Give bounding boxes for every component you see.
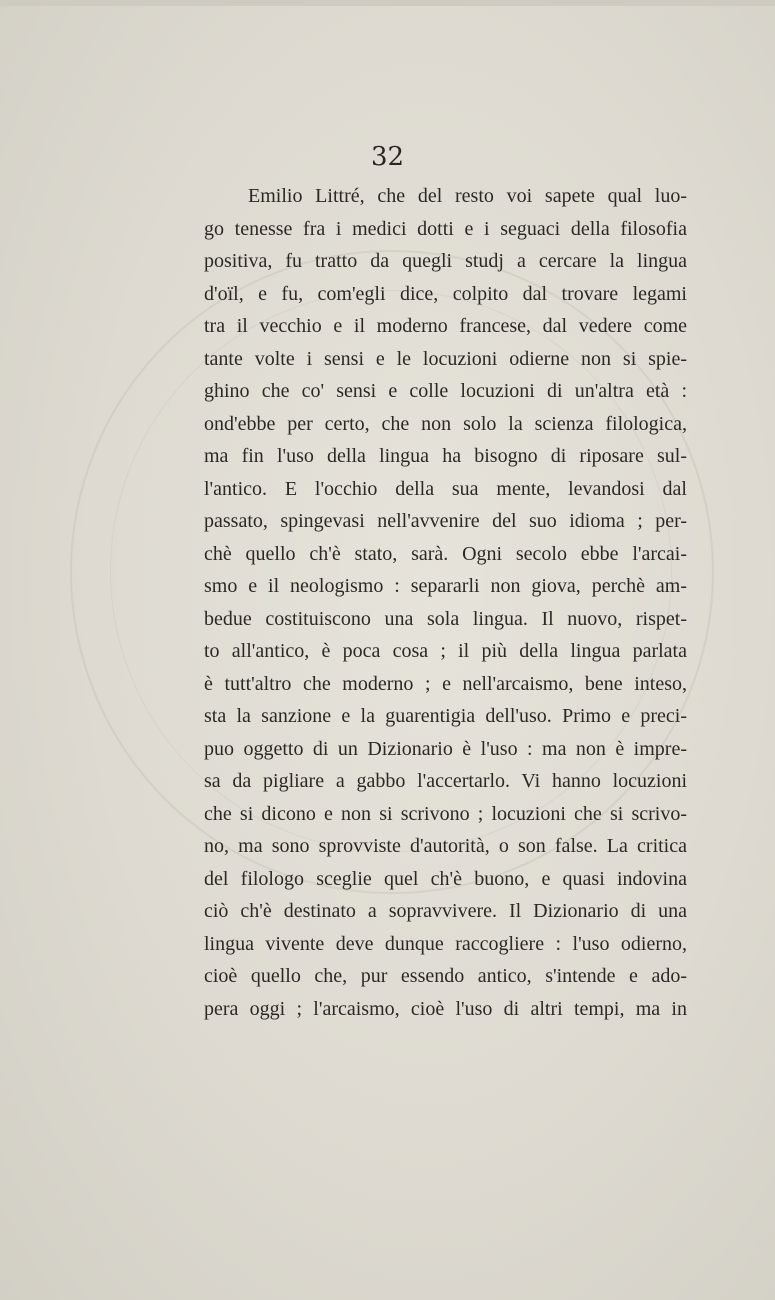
text-line: l'antico. E l'occhio della sua mente, levandosi dal [204,477,687,500]
text-line: sa da pigliare a gabbo l'accertarlo. Vi hanno locuzioni [204,770,687,792]
text-line: cioè quello che, pur essendo antico, s'intende e ado- [204,965,687,987]
text-line: passato, spingevasi nell'avvenire del suo idioma ; per- [204,510,687,532]
text-line: pera oggi ; l'arcaismo, cioè l'uso di altri tempi, ma in [204,997,687,1020]
text-line: puo oggetto di un Dizionario è l'uso : ma non è impre- [204,737,687,760]
text-line: smo e il neologismo : separarli non giova, perchè am- [204,575,687,597]
text-line: Emilio Littré, che del resto voi sapete qual luo- [248,185,687,207]
text-line: positiva, fu tratto da quegli studj a cercare la lingua [204,250,687,272]
text-line: del filologo sceglie quel ch'è buono, e quasi indovina [204,867,687,890]
body-text [204,180,687,1025]
text-line: ma fin l'uso della lingua ha bisogno di riposare sul- [204,445,687,467]
text-line: ciò ch'è destinato a sopravvivere. Il Dizionario di una [204,900,687,922]
page-number: 32 [370,142,405,172]
text-line: è tutt'altro che moderno ; e nell'arcaismo, bene inteso, [204,672,687,695]
text-line: chè quello ch'è stato, sarà. Ogni secolo ebbe l'arcai- [204,542,687,565]
text-line: d'oïl, e fu, com'egli dice, colpito dal trovare legami [204,282,687,305]
text-line: ond'ebbe per certo, che non solo la scienza filologica, [204,412,687,435]
page-top-edge [0,0,775,6]
text-line: tra il vecchio e il moderno francese, dal vedere come [204,315,687,337]
text-line: ghino che co' sensi e colle locuzioni di un'altra età : [204,380,687,402]
text-line: bedue costituiscono una sola lingua. Il nuovo, rispet- [204,607,687,630]
text-line: lingua vivente deve dunque raccogliere : l'uso odierno, [204,932,687,955]
text-line: tante volte i sensi e le locuzioni odierne non si spie- [204,347,687,370]
text-line: che si dicono e non si scrivono ; locuzioni che si scrivo- [204,802,687,825]
text-line: sta la sanzione e la guarentigia dell'uso. Primo e preci- [204,705,687,727]
text-line: no, ma sono sprovviste d'autorità, o son false. La critica [204,835,687,857]
text-line: to all'antico, è poca cosa ; il più della lingua parlata [204,640,687,662]
text-line: go tenesse fra i medici dotti e i seguaci della filosofia [204,217,687,240]
